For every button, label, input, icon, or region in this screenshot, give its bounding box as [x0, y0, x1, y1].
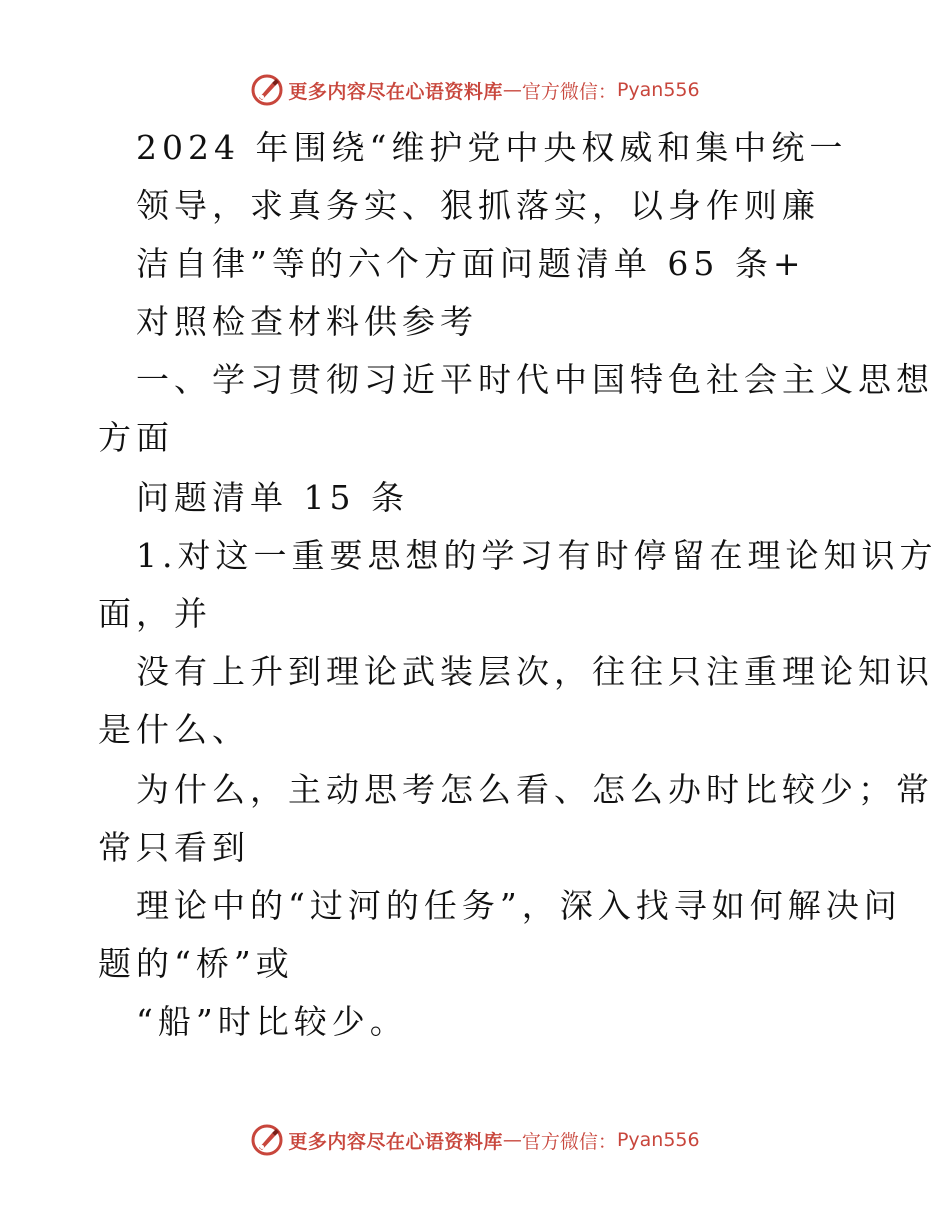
body-line: 题的“桥”或: [98, 944, 294, 983]
body-line: 常只看到: [98, 828, 250, 867]
body-line: 面，并: [98, 594, 212, 633]
watermark-separator: —: [502, 79, 522, 101]
watermark-wechat-id: Pyan556: [616, 79, 700, 101]
title-line: 2024 年围绕“维护党中央权威和集中统一: [136, 128, 848, 167]
title-line: 洁自律”等的六个方面问题清单 65 条+: [136, 244, 806, 283]
body-line: 没有上升到理论武装层次，往往只注重理论知识: [136, 652, 934, 691]
subheading: 问题清单 15 条: [136, 478, 409, 517]
body-line: 是什么、: [98, 710, 250, 749]
watermark-footer: [0, 1120, 950, 1160]
watermark-wechat-label: 官方微信：: [521, 80, 617, 103]
section-heading: 一、学习贯彻习近平时代中国特色社会主义思想: [136, 360, 934, 399]
body-line: 理论中的“过河的任务”，深入找寻如何解决问: [136, 886, 902, 925]
watermark-wechat-label: 官方微信：: [521, 1130, 617, 1153]
section-heading-continued: 方面: [98, 418, 174, 457]
title-line: 领导，求真务实、狠抓落实，以身作则廉: [136, 186, 820, 225]
watermark-separator: —: [502, 1129, 522, 1151]
body-line: 为什么，主动思考怎么看、怎么办时比较少；常: [136, 770, 934, 809]
watermark-site-text: 更多内容尽在心语资料库: [288, 80, 503, 103]
body-line: “船”时比较少。: [136, 1002, 408, 1041]
pen-logo-icon: [250, 1123, 284, 1157]
pen-logo-icon: [250, 73, 284, 107]
title-line: 对照检查材料供参考: [136, 302, 478, 341]
body-line: 1.对这一重要思想的学习有时停留在理论知识方: [136, 536, 938, 575]
watermark-site-text: 更多内容尽在心语资料库: [288, 1130, 503, 1153]
watermark-wechat-id: Pyan556: [616, 1129, 700, 1151]
watermark-header: [0, 70, 950, 110]
